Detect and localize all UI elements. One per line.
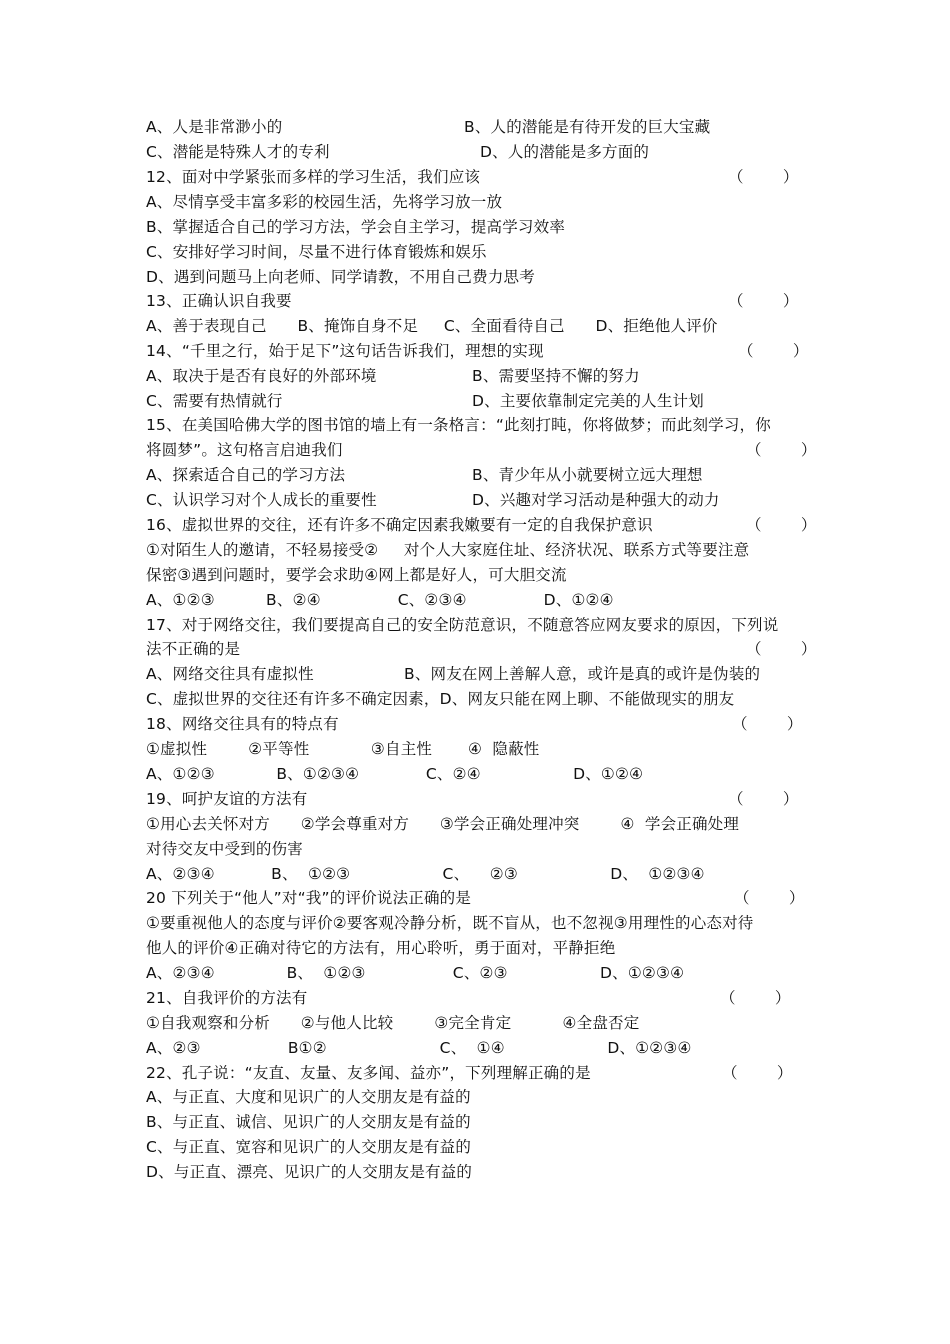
q14-stem: 14、“千里之行，始于足下”这句话告诉我们，理想的实现 [146, 342, 544, 360]
q17-option-a: A、网络交往具有虚拟性 [146, 665, 314, 683]
q12-option-b: B、掌握适合自己的学习方法，学会自主学习，提高学习效率 [146, 218, 566, 236]
q18-answer-blank: （ ） [732, 715, 803, 733]
q14-option-d: D、主要依靠制定完美的人生计划 [472, 392, 704, 410]
q15-answer-blank: （ ） [746, 441, 817, 459]
q22-option-c: C、与正直、宽容和见识广的人交朋友是有益的 [146, 1138, 472, 1156]
q20-options: A、②③④ B、 ①②③ C、②③ D、①②③④ [146, 964, 685, 982]
q22-option-b: B、与正直、诚信、见识广的人交朋友是有益的 [146, 1113, 471, 1131]
q16-answer-blank: （ ） [746, 516, 817, 534]
q19-items-line1: ①用心去关怀对方 ②学会尊重对方 ③学会正确处理冲突 ④ 学会正确处理 [146, 815, 740, 833]
q16-options: A、①②③ B、②④ C、②③④ D、①②④ [146, 591, 614, 609]
q20-answer-blank: （ ） [734, 889, 805, 907]
q20-stem: 20 下列关于“他人”对“我”的评价说法正确的是 [146, 889, 472, 907]
q14-answer-blank: （ ） [738, 342, 809, 360]
q22-answer-blank: （ ） [722, 1064, 793, 1082]
q22-stem: 22、孔子说：“友直、友量、友多闻、益亦”，下列理解正确的是 [146, 1064, 591, 1082]
q12-option-d: D、遇到问题马上向老师、同学请教，不用自己费力思考 [146, 268, 535, 286]
q17-stem-line1: 17、对于网络交往，我们要提高自己的安全防范意识，不随意答应网友要求的原因，下列说 [146, 616, 779, 634]
q18-items: ①虚拟性 ②平等性 ③自主性 ④ 隐蔽性 [146, 740, 540, 758]
q19-stem: 19、呵护友谊的方法有 [146, 790, 308, 808]
q15-stem-line1: 15、在美国哈佛大学的图书馆的墙上有一条格言：“此刻打盹，你将做梦；而此刻学习，你 [146, 416, 771, 434]
q18-options: A、①②③ B、①②③④ C、②④ D、①②④ [146, 765, 644, 783]
q12-stem: 12、面对中学紧张而多样的学习生活，我们应该 [146, 168, 481, 186]
q11-option-d: D、人的潜能是多方面的 [480, 143, 650, 161]
q19-answer-blank: （ ） [728, 790, 799, 808]
q22-option-d: D、与正直、漂亮、见识广的人交朋友是有益的 [146, 1163, 473, 1181]
q14-option-a: A、取决于是否有良好的外部环境 [146, 367, 377, 385]
q12-option-a: A、尽情享受丰富多彩的校园生活，先将学习放一放 [146, 193, 503, 211]
q14-option-c: C、需要有热情就行 [146, 392, 283, 410]
q11-option-c: C、潜能是特殊人才的专利 [146, 143, 330, 161]
q22-option-a: A、与正直、大度和见识广的人交朋友是有益的 [146, 1088, 471, 1106]
q21-stem: 21、自我评价的方法有 [146, 989, 308, 1007]
q16-items-line1: ①对陌生人的邀请，不轻易接受② 对个人大家庭住址、经济状况、联系方式等要注意 [146, 541, 750, 559]
q21-items: ①自我观察和分析 ②与他人比较 ③完全肯定 ④全盘否定 [146, 1014, 640, 1032]
q15-option-c: C、认识学习对个人成长的重要性 [146, 491, 377, 509]
q14-option-b: B、需要坚持不懈的努力 [472, 367, 640, 385]
q17-option-b: B、网友在网上善解人意，或许是真的或许是伪装的 [404, 665, 761, 683]
q11-option-b: B、人的潜能是有待开发的巨大宝藏 [464, 118, 711, 136]
q21-answer-blank: （ ） [720, 989, 791, 1007]
q11-option-a: A、人是非常渺小的 [146, 118, 283, 136]
q16-items-line2: 保密③遇到问题时，要学会求助④网上都是好人，可大胆交流 [146, 566, 567, 584]
q17-option-c-d: C、虚拟世界的交往还有许多不确定因素，D、网友只能在网上聊、不能做现实的朋友 [146, 690, 735, 708]
q16-stem: 16、虚拟世界的交往，还有许多不确定因素我嫩要有一定的自我保护意识 [146, 516, 653, 534]
q15-stem-line2: 将圆梦”。这句格言启迪我们 [146, 441, 343, 459]
q12-answer-blank: （ ） [728, 168, 799, 186]
q17-stem-line2: 法不正确的是 [146, 640, 241, 658]
q18-stem: 18、网络交往具有的特点有 [146, 715, 339, 733]
q20-items-line2: 他人的评价④正确对待它的方法有，用心聆听，勇于面对，平静拒绝 [146, 939, 616, 957]
q20-items-line1: ①要重视他人的态度与评价②要客观冷静分析，既不盲从，也不忽视③用理性的心态对待 [146, 914, 754, 932]
q19-options: A、②③④ B、 ①②③ C、 ②③ D、 ①②③④ [146, 865, 705, 883]
q15-option-b: B、青少年从小就要树立远大理想 [472, 466, 703, 484]
q15-option-d: D、兴趣对学习活动是种强大的动力 [472, 491, 720, 509]
q13-answer-blank: （ ） [728, 292, 799, 310]
q13-options: A、善于表现自己 B、掩饰自身不足 C、全面看待自己 D、拒绝他人评价 [146, 317, 718, 335]
q17-answer-blank: （ ） [746, 640, 817, 658]
q15-option-a: A、探索适合自己的学习方法 [146, 466, 346, 484]
q19-items-line2: 对待交友中受到的伤害 [146, 840, 304, 858]
q13-stem: 13、正确认识自我要 [146, 292, 292, 310]
q12-option-c: C、安排好学习时间，尽量不进行体育锻炼和娱乐 [146, 243, 487, 261]
q21-options: A、②③ B①② C、 ①④ D、①②③④ [146, 1039, 692, 1057]
